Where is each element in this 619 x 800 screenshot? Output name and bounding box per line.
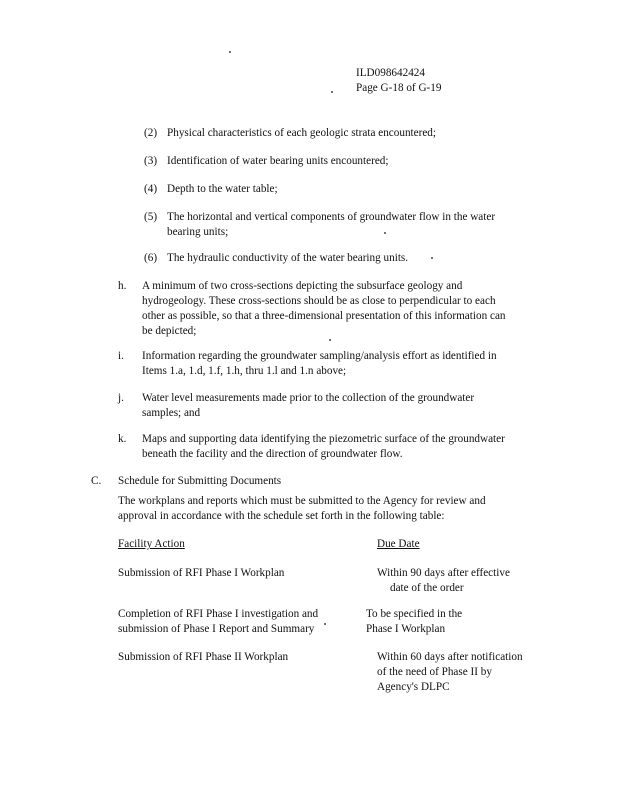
section-title: Schedule for Submitting Documents [118,475,282,487]
item-text [142,432,505,462]
table-cell-line: Within 90 days after effective [377,567,510,579]
item-text [142,279,506,339]
table-cell-line: Agency's DLPC [377,681,450,693]
scan-speck [329,339,331,341]
subitem-text: Physical characteristics of each geologic strata encountered; [167,127,437,139]
item-text-line: A minimum of two cross-sections depicting the subsurface geology and [142,280,463,292]
subitem-number: (3) [144,155,158,167]
table-cell-line: Completion of RFI Phase I investigation and [118,608,319,620]
subitem-text: The hydraulic conductivity of the water bearing units. [167,252,409,264]
scan-speck [331,91,333,93]
page-number: Page G-18 of G-19 [356,82,442,94]
item-text-line: Maps and supporting data identifying the piezometric surface of the groundwater [142,433,505,445]
table-cell-due [377,650,523,695]
item-text-line: be depicted; [142,325,197,337]
item-text-line: Information regarding the groundwater sampling/analysis effort as identified in [142,350,497,362]
subitem-number: (4) [144,183,158,195]
section-intro-line: approval in accordance with the schedule set forth in the following table: [118,510,445,522]
subitem-number: (5) [144,211,158,223]
table-cell-line: Submission of RFI Phase II Workplan [118,651,289,663]
table-header-due-date: Due Date [377,538,420,550]
table-cell-line: Submission of RFI Phase I Workplan [118,567,285,579]
item-text [142,349,497,379]
table-cell-due [377,566,510,596]
item-letter: k. [118,433,127,445]
item-text-line: samples; and [142,407,201,419]
scan-speck [229,51,231,53]
scan-speck [431,257,433,259]
section-letter: C. [91,475,102,487]
item-text-line: Items 1.a, 1.d, 1.f, 1.h, thru 1.l and 1.n above; [142,365,347,377]
section-intro [118,494,486,524]
subitem-number: (6) [144,252,158,264]
subitem-text: Depth to the water table; [167,183,278,195]
subitem-text: Identification of water bearing units encountered; [167,155,389,167]
table-cell-line: date of the order [390,582,464,594]
item-text [142,391,474,421]
table-cell-action [118,650,288,665]
item-letter: i. [118,350,124,362]
table-cell-line: To be specified in the [366,608,463,620]
table-cell-line: submission of Phase I Report and Summary [118,623,315,635]
table-cell-line: Phase I Workplan [366,623,446,635]
subitem-text-line: bearing units; [167,226,229,238]
section-intro-line: The workplans and reports which must be submitted to the Agency for review and [118,495,486,507]
item-text-line: hydrogeology. These cross-sections should be as close to perpendicular to each [142,295,496,307]
item-letter: j. [118,392,124,404]
item-letter: h. [118,280,127,292]
scan-speck [324,623,326,625]
table-cell-action [118,607,318,637]
subitem-text [167,210,495,240]
subitem-text-line: The horizontal and vertical components of groundwater flow in the water [167,211,496,223]
table-cell-due [366,607,462,637]
subitem-number: (2) [144,127,158,139]
table-cell-action [118,566,284,581]
table-cell-line: Within 60 days after notification [377,651,523,663]
item-text-line: beneath the facility and the direction of groundwater flow. [142,448,403,460]
table-cell-line: of the need of Phase II by [377,666,492,678]
document-id: ILD098642424 [356,67,425,79]
table-header-facility-action: Facility Action [118,538,185,550]
item-text-line: Water level measurements made prior to the collection of the groundwater [142,392,475,404]
item-text-line: other as possible, so that a three-dimensional presentation of this information can [142,310,506,322]
page-header [356,66,441,96]
